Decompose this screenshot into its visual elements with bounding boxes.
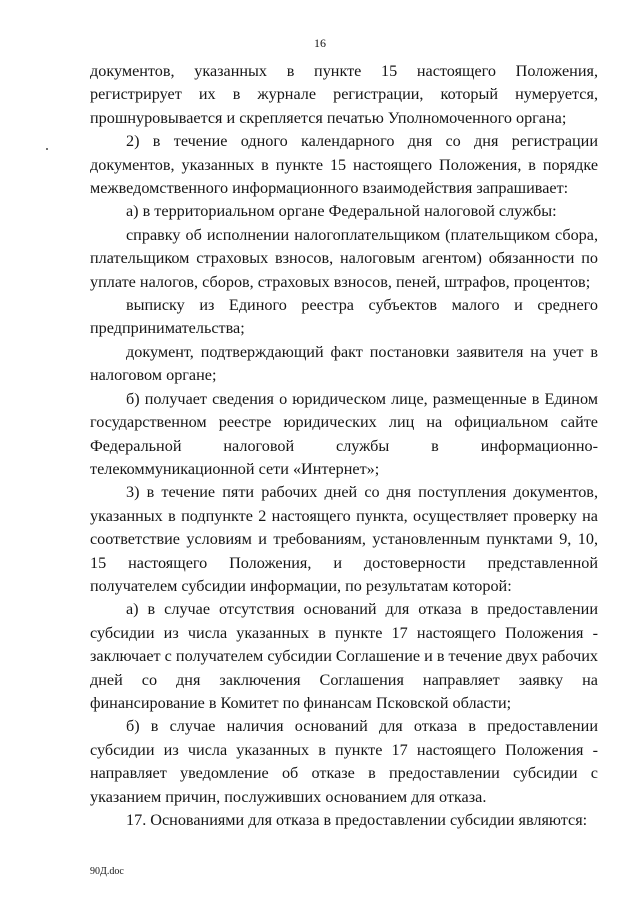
page-number: 16: [314, 36, 326, 50]
scan-speck: [46, 148, 48, 150]
paragraph-2: 2) в течение одного календарного дня со дня регистрации документов, указанных в пункте 15 настоящего Положения, в порядке межведомственного информационного взаимодействия запрашивает:: [90, 132, 598, 198]
paragraph-6: документ, подтверждающий факт постановки заявителя на учет в налоговом органе;: [90, 342, 598, 385]
paragraph-5: выписку из Единого реестра субъектов малого и среднего предпринимательства;: [90, 296, 598, 338]
document-body: [90, 60, 598, 832]
paragraph-7: б) получает сведения о юридическом лице, размещенные в Едином государственном реестре юридических лиц на официальном сайте Федеральной налоговой службы в информационно-телекоммуникационной сети «Интернет»;: [90, 389, 598, 478]
footer-filename: 90Д.doc: [90, 866, 124, 877]
paragraph-9: а) в случае отсутствия оснований для отказа в предоставлении субсидии из числа указанных в пункте 17 настоящего Положения - заключает с получателем субсидии Соглашение и в течение двух рабочих дней со дня заключения Соглашения направляет заявку на финансирование в Комитет по финансам Псковской области;: [90, 600, 598, 712]
paragraph-4: справку об исполнении налогоплательщиком (плательщиком сбора, плательщиком страховых взносов, налоговым агентом) обязанности по уплате налогов, сборов, страховых взносов, пеней, штрафов, процентов;: [90, 225, 598, 291]
paragraph-3: а) в территориальном органе Федеральной налоговой службы:: [126, 202, 557, 221]
paragraph-1: документов, указанных в пункте 15 настоящего Положения, регистрирует их в журнале регистрации, который нумеруется, прошнуровывается и скрепляется печатью Уполномоченного органа;: [90, 62, 598, 127]
paragraph-10: б) в случае наличия оснований для отказа в предоставлении субсидии из числа указанных в пункте 17 настоящего Положения - направляет уведомление об отказе в предоставлении субсидии с указанием причин, послуживших основанием для отказа.: [90, 717, 598, 806]
paragraph-11: 17. Основаниями для отказа в предоставлении субсидии являются:: [126, 811, 588, 829]
paragraph-8: 3) в течение пяти рабочих дней со дня поступления документов, указанных в подпункте 2 настоящего пункта, осуществляет проверку на соответствие условиям и требованиям, установленным пунктами 9, 10, 15 настоящего Положения, и достоверности представленной получателем субсидии информации, по результатам которой:: [90, 483, 598, 595]
